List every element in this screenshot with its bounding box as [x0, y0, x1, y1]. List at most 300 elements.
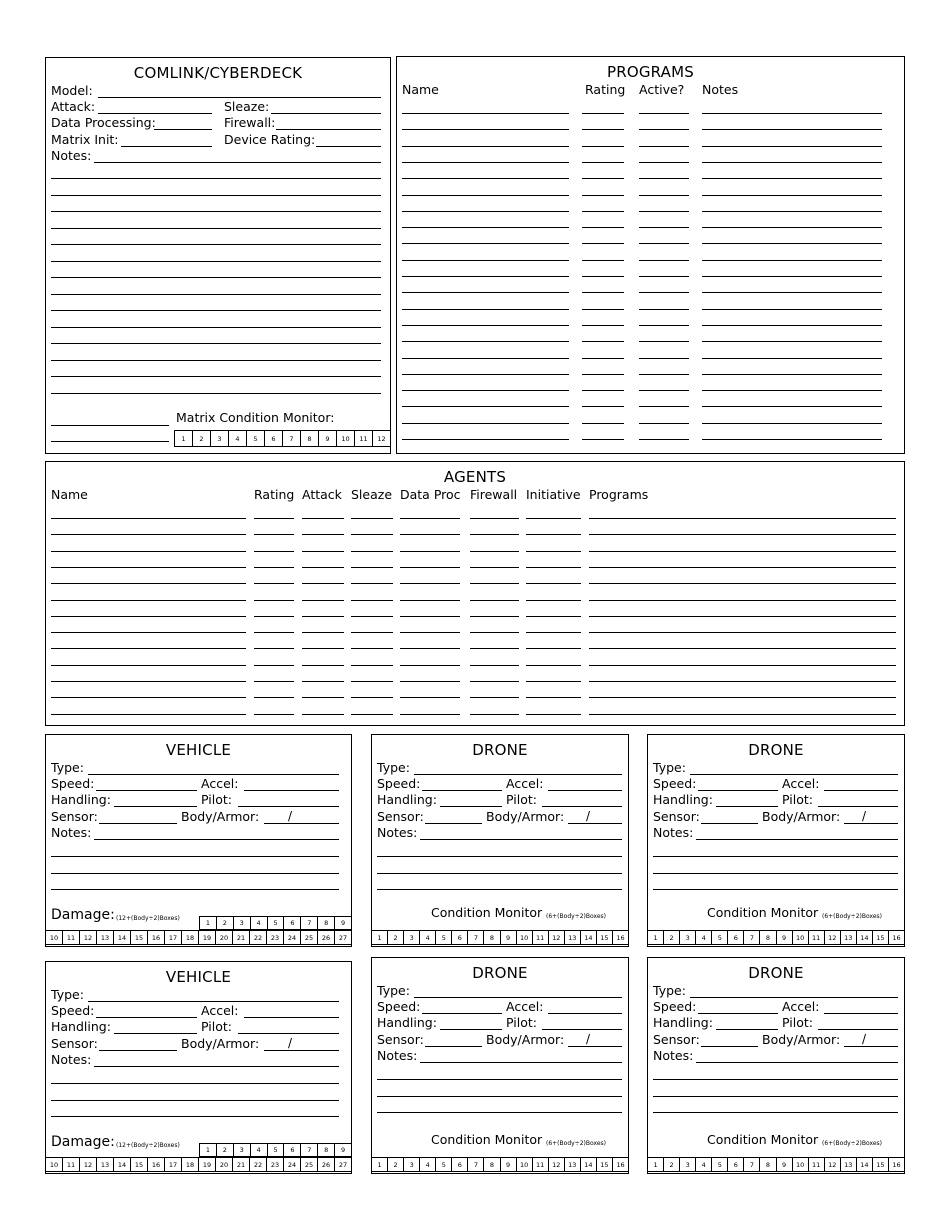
write-line[interactable] [51, 195, 381, 196]
condition-box[interactable]: 3 [680, 931, 696, 944]
condition-box[interactable]: 2 [388, 1158, 404, 1171]
condition-box[interactable]: 13 [841, 931, 857, 944]
write-line[interactable] [582, 423, 624, 424]
write-line[interactable] [254, 681, 294, 682]
write-line[interactable] [526, 518, 581, 519]
write-line[interactable] [400, 714, 460, 715]
write-line[interactable] [568, 1046, 622, 1047]
device-rating-field[interactable] [316, 146, 381, 147]
condition-box[interactable]: 24 [284, 931, 301, 944]
write-line[interactable] [716, 806, 778, 807]
condition-box[interactable]: 25 [301, 931, 318, 944]
condition-box[interactable]: 12 [377, 434, 386, 443]
condition-box[interactable]: 7 [744, 1158, 760, 1171]
write-line[interactable] [653, 873, 898, 874]
write-line[interactable] [302, 551, 344, 552]
condition-box[interactable]: 15 [131, 1158, 148, 1171]
condition-box[interactable]: 6 [452, 1158, 468, 1171]
condition-box[interactable]: 6 [284, 917, 301, 929]
write-line[interactable] [702, 211, 882, 212]
write-line[interactable] [351, 567, 393, 568]
write-line[interactable] [302, 697, 344, 698]
write-line[interactable] [818, 1029, 898, 1030]
write-line[interactable] [702, 423, 882, 424]
write-line[interactable] [526, 616, 581, 617]
write-line[interactable] [51, 211, 381, 212]
condition-box[interactable]: 10 [46, 1158, 63, 1171]
write-line[interactable] [51, 228, 381, 229]
condition-box[interactable]: 12 [80, 931, 97, 944]
write-line[interactable] [702, 358, 882, 359]
write-line[interactable] [51, 632, 246, 633]
write-line[interactable] [639, 178, 689, 179]
write-line[interactable] [351, 534, 393, 535]
condition-box[interactable]: 4 [229, 431, 247, 446]
write-line[interactable] [377, 856, 622, 857]
write-line[interactable] [526, 697, 581, 698]
write-line[interactable] [51, 567, 246, 568]
write-line[interactable] [51, 889, 339, 890]
condition-box[interactable]: 12 [825, 931, 841, 944]
write-line[interactable] [653, 1079, 898, 1080]
write-line[interactable] [526, 665, 581, 666]
write-line[interactable] [589, 518, 896, 519]
write-line[interactable] [51, 697, 246, 698]
condition-box[interactable]: 27 [338, 933, 348, 942]
write-line[interactable] [582, 113, 624, 114]
condition-box[interactable]: 4 [420, 1158, 436, 1171]
write-line[interactable] [526, 714, 581, 715]
write-line[interactable] [470, 681, 519, 682]
write-line[interactable] [351, 681, 393, 682]
write-line[interactable] [470, 632, 519, 633]
write-line[interactable] [400, 567, 460, 568]
write-line[interactable] [400, 534, 460, 535]
write-line[interactable] [702, 113, 882, 114]
condition-box[interactable]: 9 [341, 1146, 346, 1154]
write-line[interactable] [526, 567, 581, 568]
condition-box[interactable]: 12 [80, 1158, 97, 1171]
write-line[interactable] [51, 327, 381, 328]
write-line[interactable] [244, 790, 339, 791]
write-line[interactable] [818, 806, 898, 807]
condition-box[interactable]: 5 [436, 1158, 452, 1171]
condition-box[interactable]: 11 [809, 1158, 825, 1171]
condition-box[interactable]: 5 [712, 1158, 728, 1171]
write-line[interactable] [51, 1116, 339, 1117]
write-line[interactable] [702, 276, 882, 277]
write-line[interactable] [548, 790, 622, 791]
write-line[interactable] [639, 341, 689, 342]
condition-box[interactable]: 4 [696, 931, 712, 944]
firewall-field[interactable] [276, 129, 381, 130]
write-line[interactable] [702, 390, 882, 391]
condition-box[interactable]: 17 [165, 931, 182, 944]
write-line[interactable] [639, 113, 689, 114]
write-line[interactable] [351, 600, 393, 601]
write-line[interactable] [698, 790, 778, 791]
condition-box[interactable]: 14 [114, 1158, 131, 1171]
condition-box[interactable]: 1 [372, 931, 388, 944]
write-line[interactable] [702, 195, 882, 196]
comlink-extra-line[interactable] [51, 441, 169, 442]
condition-box[interactable]: 3 [234, 1144, 251, 1156]
write-line[interactable] [51, 261, 381, 262]
write-line[interactable] [414, 997, 622, 998]
condition-box[interactable]: 10 [46, 931, 63, 944]
condition-box[interactable]: 14 [114, 931, 131, 944]
write-line[interactable] [696, 839, 898, 840]
write-line[interactable] [470, 616, 519, 617]
condition-box[interactable]: 9 [777, 931, 793, 944]
write-line[interactable] [582, 325, 624, 326]
write-line[interactable] [582, 243, 624, 244]
condition-box[interactable]: 18 [182, 931, 199, 944]
condition-box[interactable]: 4 [420, 931, 436, 944]
write-line[interactable] [639, 406, 689, 407]
write-line[interactable] [402, 211, 569, 212]
write-line[interactable] [400, 600, 460, 601]
write-line[interactable] [51, 518, 246, 519]
write-line[interactable] [51, 600, 246, 601]
write-line[interactable] [639, 358, 689, 359]
condition-box[interactable]: 21 [233, 1158, 250, 1171]
write-line[interactable] [589, 665, 896, 666]
condition-box[interactable]: 27 [338, 1160, 348, 1169]
write-line[interactable] [582, 211, 624, 212]
write-line[interactable] [51, 294, 381, 295]
write-line[interactable] [402, 439, 569, 440]
write-line[interactable] [402, 325, 569, 326]
write-line[interactable] [264, 1050, 339, 1051]
write-line[interactable] [302, 518, 344, 519]
write-line[interactable] [702, 227, 882, 228]
write-line[interactable] [51, 1100, 339, 1101]
write-line[interactable] [96, 1017, 197, 1018]
write-line[interactable] [302, 648, 344, 649]
condition-box[interactable]: 4 [251, 1144, 268, 1156]
write-line[interactable] [639, 423, 689, 424]
write-line[interactable] [582, 276, 624, 277]
write-line[interactable] [51, 551, 246, 552]
condition-box[interactable]: 11 [355, 431, 373, 446]
write-line[interactable] [589, 551, 896, 552]
write-line[interactable] [653, 1112, 898, 1113]
write-line[interactable] [470, 665, 519, 666]
write-line[interactable] [844, 823, 898, 824]
write-line[interactable] [51, 648, 246, 649]
write-line[interactable] [653, 856, 898, 857]
write-line[interactable] [402, 162, 569, 163]
write-line[interactable] [542, 806, 622, 807]
condition-box[interactable]: 14 [581, 931, 597, 944]
condition-box[interactable]: 15 [131, 931, 148, 944]
write-line[interactable] [254, 616, 294, 617]
write-line[interactable] [542, 1029, 622, 1030]
write-line[interactable] [589, 697, 896, 698]
condition-box[interactable]: 2 [388, 931, 404, 944]
condition-box[interactable]: 11 [533, 1158, 549, 1171]
write-line[interactable] [377, 1112, 622, 1113]
write-line[interactable] [51, 343, 381, 344]
condition-box[interactable]: 6 [728, 1158, 744, 1171]
write-line[interactable] [526, 681, 581, 682]
write-line[interactable] [690, 774, 898, 775]
write-line[interactable] [254, 583, 294, 584]
write-line[interactable] [94, 839, 339, 840]
condition-box[interactable]: 7 [283, 431, 301, 446]
write-line[interactable] [582, 195, 624, 196]
condition-box[interactable]: 5 [268, 917, 285, 929]
condition-box[interactable]: 10 [517, 1158, 533, 1171]
write-line[interactable] [702, 374, 882, 375]
condition-box[interactable]: 8 [484, 931, 500, 944]
write-line[interactable] [351, 518, 393, 519]
condition-box[interactable]: 1 [200, 1144, 217, 1156]
condition-box[interactable]: 13 [97, 1158, 114, 1171]
write-line[interactable] [582, 260, 624, 261]
write-line[interactable] [639, 374, 689, 375]
write-line[interactable] [351, 551, 393, 552]
condition-box[interactable]: 4 [251, 917, 268, 929]
write-line[interactable] [702, 341, 882, 342]
write-line[interactable] [402, 276, 569, 277]
write-line[interactable] [526, 551, 581, 552]
write-line[interactable] [402, 227, 569, 228]
condition-box[interactable]: 20 [216, 1158, 233, 1171]
condition-box[interactable]: 7 [468, 1158, 484, 1171]
condition-box[interactable]: 16 [616, 1160, 625, 1169]
write-line[interactable] [400, 648, 460, 649]
write-line[interactable] [470, 600, 519, 601]
write-line[interactable] [254, 697, 294, 698]
write-line[interactable] [88, 774, 339, 775]
condition-box[interactable]: 7 [301, 917, 318, 929]
condition-box[interactable]: 6 [284, 1144, 301, 1156]
condition-box[interactable]: 8 [301, 431, 319, 446]
write-line[interactable] [582, 309, 624, 310]
write-line[interactable] [589, 583, 896, 584]
write-line[interactable] [402, 406, 569, 407]
write-line[interactable] [824, 790, 898, 791]
write-line[interactable] [302, 616, 344, 617]
condition-box[interactable]: 12 [549, 931, 565, 944]
condition-box[interactable]: 1 [200, 917, 217, 929]
write-line[interactable] [51, 360, 381, 361]
write-line[interactable] [377, 889, 622, 890]
write-line[interactable] [589, 714, 896, 715]
write-line[interactable] [51, 616, 246, 617]
write-line[interactable] [440, 1029, 502, 1030]
condition-box[interactable]: 26 [318, 1158, 335, 1171]
condition-box[interactable]: 20 [216, 931, 233, 944]
condition-box[interactable]: 12 [825, 1158, 841, 1171]
write-line[interactable] [254, 551, 294, 552]
comlink-notes-line[interactable] [94, 162, 381, 163]
condition-box[interactable]: 17 [165, 1158, 182, 1171]
condition-box[interactable]: 22 [250, 931, 267, 944]
condition-box[interactable]: 7 [468, 931, 484, 944]
condition-box[interactable]: 8 [760, 1158, 776, 1171]
condition-box[interactable]: 2 [193, 431, 211, 446]
write-line[interactable] [238, 1033, 339, 1034]
write-line[interactable] [400, 518, 460, 519]
condition-box[interactable]: 4 [696, 1158, 712, 1171]
condition-box[interactable]: 6 [728, 931, 744, 944]
write-line[interactable] [254, 648, 294, 649]
write-line[interactable] [99, 1050, 177, 1051]
write-line[interactable] [589, 632, 896, 633]
write-line[interactable] [302, 632, 344, 633]
condition-box[interactable]: 3 [211, 431, 229, 446]
condition-box[interactable]: 16 [892, 933, 901, 942]
write-line[interactable] [400, 632, 460, 633]
write-line[interactable] [568, 823, 622, 824]
write-line[interactable] [701, 823, 758, 824]
write-line[interactable] [582, 341, 624, 342]
condition-box[interactable]: 16 [616, 933, 625, 942]
sleaze-field[interactable] [271, 113, 381, 114]
write-line[interactable] [302, 583, 344, 584]
write-line[interactable] [51, 665, 246, 666]
write-line[interactable] [51, 681, 246, 682]
write-line[interactable] [51, 376, 381, 377]
write-line[interactable] [254, 600, 294, 601]
write-line[interactable] [402, 178, 569, 179]
condition-box[interactable]: 25 [301, 1158, 318, 1171]
write-line[interactable] [639, 276, 689, 277]
write-line[interactable] [254, 665, 294, 666]
write-line[interactable] [51, 178, 381, 179]
condition-box[interactable]: 9 [777, 1158, 793, 1171]
write-line[interactable] [351, 632, 393, 633]
write-line[interactable] [351, 616, 393, 617]
write-line[interactable] [351, 665, 393, 666]
condition-box[interactable]: 10 [517, 931, 533, 944]
condition-box[interactable]: 1 [175, 431, 193, 446]
write-line[interactable] [526, 648, 581, 649]
condition-box[interactable]: 2 [664, 931, 680, 944]
write-line[interactable] [402, 341, 569, 342]
write-line[interactable] [702, 325, 882, 326]
write-line[interactable] [653, 1096, 898, 1097]
write-line[interactable] [351, 648, 393, 649]
write-line[interactable] [51, 310, 381, 311]
condition-box[interactable]: 3 [404, 1158, 420, 1171]
write-line[interactable] [264, 823, 339, 824]
write-line[interactable] [302, 534, 344, 535]
condition-box[interactable]: 6 [265, 431, 283, 446]
write-line[interactable] [470, 551, 519, 552]
write-line[interactable] [51, 873, 339, 874]
write-line[interactable] [302, 567, 344, 568]
condition-box[interactable]: 5 [247, 431, 265, 446]
condition-box[interactable]: 9 [319, 431, 337, 446]
write-line[interactable] [302, 600, 344, 601]
write-line[interactable] [302, 681, 344, 682]
write-line[interactable] [639, 292, 689, 293]
condition-box[interactable]: 19 [199, 931, 216, 944]
condition-box[interactable]: 13 [565, 1158, 581, 1171]
write-line[interactable] [702, 260, 882, 261]
write-line[interactable] [377, 1096, 622, 1097]
write-line[interactable] [244, 1017, 339, 1018]
write-line[interactable] [302, 714, 344, 715]
write-line[interactable] [96, 790, 197, 791]
condition-box[interactable]: 9 [501, 1158, 517, 1171]
write-line[interactable] [582, 227, 624, 228]
condition-box[interactable]: 13 [97, 931, 114, 944]
write-line[interactable] [639, 211, 689, 212]
write-line[interactable] [51, 244, 381, 245]
condition-box[interactable]: 5 [268, 1144, 285, 1156]
write-line[interactable] [582, 162, 624, 163]
write-line[interactable] [582, 439, 624, 440]
write-line[interactable] [51, 856, 339, 857]
condition-box[interactable]: 11 [63, 931, 80, 944]
condition-box[interactable]: 12 [549, 1158, 565, 1171]
write-line[interactable] [702, 243, 882, 244]
write-line[interactable] [470, 697, 519, 698]
condition-box[interactable]: 23 [267, 1158, 284, 1171]
write-line[interactable] [639, 325, 689, 326]
condition-box[interactable]: 8 [318, 1144, 335, 1156]
write-line[interactable] [425, 1046, 482, 1047]
write-line[interactable] [702, 292, 882, 293]
write-line[interactable] [470, 714, 519, 715]
write-line[interactable] [51, 583, 246, 584]
write-line[interactable] [402, 146, 569, 147]
write-line[interactable] [402, 358, 569, 359]
write-line[interactable] [440, 806, 502, 807]
write-line[interactable] [582, 374, 624, 375]
condition-box[interactable]: 24 [284, 1158, 301, 1171]
write-line[interactable] [702, 309, 882, 310]
write-line[interactable] [254, 632, 294, 633]
write-line[interactable] [114, 1033, 197, 1034]
write-line[interactable] [402, 243, 569, 244]
write-line[interactable] [844, 1046, 898, 1047]
condition-box[interactable]: 15 [873, 1158, 889, 1171]
condition-box[interactable]: 19 [199, 1158, 216, 1171]
condition-box[interactable]: 21 [233, 931, 250, 944]
condition-box[interactable]: 13 [841, 1158, 857, 1171]
write-line[interactable] [402, 260, 569, 261]
write-line[interactable] [402, 292, 569, 293]
condition-box[interactable]: 10 [337, 431, 355, 446]
write-line[interactable] [639, 309, 689, 310]
condition-box[interactable]: 10 [793, 931, 809, 944]
condition-box[interactable]: 16 [148, 931, 165, 944]
write-line[interactable] [470, 583, 519, 584]
condition-box[interactable]: 9 [501, 931, 517, 944]
write-line[interactable] [716, 1029, 778, 1030]
condition-box[interactable]: 22 [250, 1158, 267, 1171]
write-line[interactable] [51, 1083, 339, 1084]
write-line[interactable] [702, 439, 882, 440]
write-line[interactable] [696, 1062, 898, 1063]
write-line[interactable] [51, 534, 246, 535]
write-line[interactable] [402, 390, 569, 391]
condition-box[interactable]: 6 [452, 931, 468, 944]
write-line[interactable] [470, 648, 519, 649]
write-line[interactable] [702, 178, 882, 179]
write-line[interactable] [420, 1062, 622, 1063]
write-line[interactable] [402, 195, 569, 196]
write-line[interactable] [582, 129, 624, 130]
write-line[interactable] [698, 1013, 778, 1014]
condition-box[interactable]: 11 [809, 931, 825, 944]
